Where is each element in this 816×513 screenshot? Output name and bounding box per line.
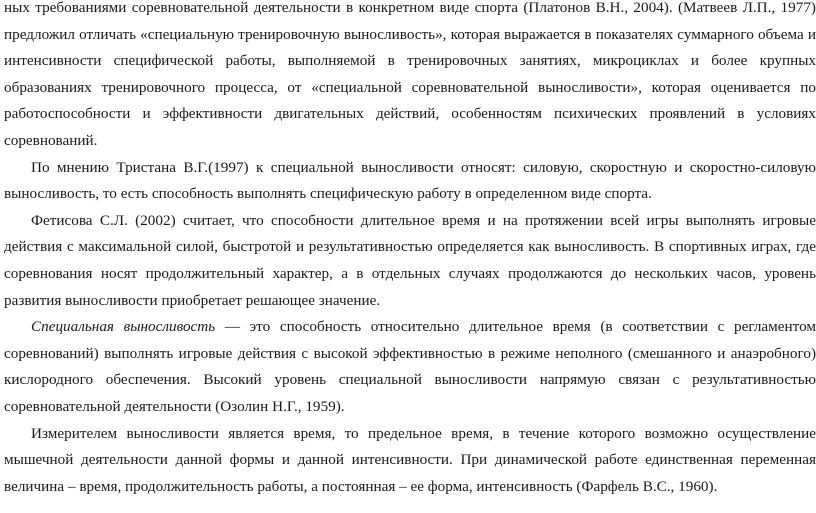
paragraph-5: Измерителем выносливости является время, то предельное время, в течение которого возможно осуществление мышечной деятельности данной формы и данной интенсивности. При динамической работе единственная переменная величина – время, продолжительность работы, а постоянная – ее форма, интенсивность (Фарфель В.С., 1960). — [4, 424, 816, 495]
paragraph-4 — [4, 314, 816, 420]
paragraph-4-term: Специальная выносливость — [31, 318, 216, 336]
paragraph-3: Фетисова С.Л. (2002) считает, что способности длительное время и на протяжении всей игры выполнять игровые действия с максимальной силой, быстротой и результативностью определяется как выносливость. В спортивных играх, где соревнования носят продолжительный характер, а в отдельных случаях продолжаются до нескольких часов, уровень развития выносливости приобретает решающее значение. — [4, 211, 816, 309]
paragraph-1: ных требованиями соревновательной деятельности в конкретном виде спорта (Платонов В.Н., 2004). (Матвеев Л.П., 1977) предложил отличать «специальную тренировочную выносливость», которая выражается в показателях суммарного объема и интенсивности специфической работы, выполняемой в тренировочных занятиях, микроциклах и более крупных образованиях тренировочного процесса, от «специальной соревновательной выносливости», которая оценивается по работоспособности и эффективности двигательных действий, особенностям психических проявлений в условиях соревнований. — [4, 0, 816, 149]
paragraph-2: По мнению Тристана В.Г.(1997) к специальной выносливости относят: силовую, скоростную и скоростно-силовую выносливость, то есть способность выполнять специфическую работу в определенном виде спорта. — [4, 158, 816, 203]
document-page — [4, 0, 816, 500]
paragraph-4-text: — это способность относительно длительное время (в соответствии с регламентом соревнований) выполнять игровые действия с высокой эффективностью в режиме неполного (смешанного и анаэробного) кислородного обеспечения. Высокий уровень специальной выносливости напрямую связан с результативностью соревновательной деятельности (Озолин Н.Г., 1959). — [4, 318, 816, 415]
